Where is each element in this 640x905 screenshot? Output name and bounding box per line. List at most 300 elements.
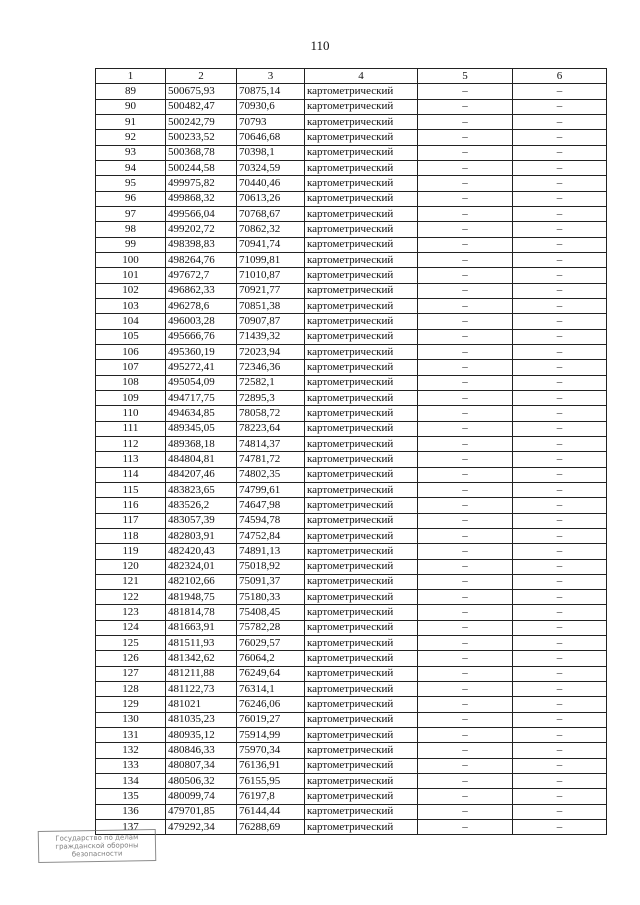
x-coordinate-cell: 489368,18 (166, 436, 237, 451)
column-5-cell: – (418, 360, 513, 375)
y-coordinate-cell: 72895,3 (237, 390, 305, 405)
point-number-cell: 127 (96, 666, 166, 681)
table-row (96, 636, 607, 651)
x-coordinate-cell: 481211,88 (166, 666, 237, 681)
column-5-cell: – (418, 544, 513, 559)
y-coordinate-cell: 70862,32 (237, 222, 305, 237)
column-6-cell: – (513, 574, 607, 589)
method-cell: картометрический (305, 130, 418, 145)
y-coordinate-cell: 75408,45 (237, 605, 305, 620)
x-coordinate-cell: 496862,33 (166, 283, 237, 298)
column-5-cell: – (418, 590, 513, 605)
column-6-cell: – (513, 728, 607, 743)
column-5-cell: – (418, 206, 513, 221)
y-coordinate-cell: 70324,59 (237, 160, 305, 175)
column-5-cell: – (418, 467, 513, 482)
column-header: 5 (418, 69, 513, 84)
column-5-cell: – (418, 114, 513, 129)
table-row (96, 559, 607, 574)
y-coordinate-cell: 70646,68 (237, 130, 305, 145)
column-5-cell: – (418, 636, 513, 651)
column-5-cell: – (418, 605, 513, 620)
x-coordinate-cell: 500233,52 (166, 130, 237, 145)
point-number-cell: 124 (96, 620, 166, 635)
table-row (96, 421, 607, 436)
column-5-cell: – (418, 421, 513, 436)
x-coordinate-cell: 495054,09 (166, 375, 237, 390)
column-6-cell: – (513, 329, 607, 344)
column-6-cell: – (513, 774, 607, 789)
column-6-cell: – (513, 544, 607, 559)
column-5-cell: – (418, 574, 513, 589)
y-coordinate-cell: 71099,81 (237, 252, 305, 267)
column-6-cell: – (513, 436, 607, 451)
method-cell: картометрический (305, 590, 418, 605)
x-coordinate-cell: 489345,05 (166, 421, 237, 436)
method-cell: картометрический (305, 452, 418, 467)
column-header: 2 (166, 69, 237, 84)
method-cell: картометрический (305, 666, 418, 681)
point-number-cell: 101 (96, 268, 166, 283)
column-5-cell: – (418, 130, 513, 145)
method-cell: картометрический (305, 728, 418, 743)
column-5-cell: – (418, 283, 513, 298)
table-row (96, 651, 607, 666)
point-number-cell: 112 (96, 436, 166, 451)
y-coordinate-cell: 76144,44 (237, 804, 305, 819)
y-coordinate-cell: 75970,34 (237, 743, 305, 758)
y-coordinate-cell: 70851,38 (237, 298, 305, 313)
column-6-cell: – (513, 820, 607, 835)
column-5-cell: – (418, 712, 513, 727)
column-6-cell: – (513, 99, 607, 114)
method-cell: картометрический (305, 467, 418, 482)
column-6-cell: – (513, 712, 607, 727)
column-6-cell: – (513, 666, 607, 681)
column-header: 1 (96, 69, 166, 84)
y-coordinate-cell: 74802,35 (237, 467, 305, 482)
method-cell: картометрический (305, 421, 418, 436)
table-row (96, 820, 607, 835)
column-5-cell: – (418, 329, 513, 344)
column-5-cell: – (418, 99, 513, 114)
x-coordinate-cell: 480846,33 (166, 743, 237, 758)
point-number-cell: 107 (96, 360, 166, 375)
x-coordinate-cell: 498264,76 (166, 252, 237, 267)
point-number-cell: 134 (96, 774, 166, 789)
table-row (96, 436, 607, 451)
column-6-cell: – (513, 758, 607, 773)
x-coordinate-cell: 481122,73 (166, 682, 237, 697)
column-5-cell: – (418, 482, 513, 497)
method-cell: картометрический (305, 574, 418, 589)
x-coordinate-cell: 481511,93 (166, 636, 237, 651)
column-6-cell: – (513, 268, 607, 283)
point-number-cell: 115 (96, 482, 166, 497)
column-6-cell: – (513, 252, 607, 267)
table-row (96, 712, 607, 727)
column-5-cell: – (418, 666, 513, 681)
table-row (96, 789, 607, 804)
column-5-cell: – (418, 789, 513, 804)
column-5-cell: – (418, 237, 513, 252)
point-number-cell: 126 (96, 651, 166, 666)
y-coordinate-cell: 74799,61 (237, 482, 305, 497)
point-number-cell: 90 (96, 99, 166, 114)
table-row (96, 130, 607, 145)
column-5-cell: – (418, 145, 513, 160)
method-cell: картометрический (305, 559, 418, 574)
table-row (96, 314, 607, 329)
y-coordinate-cell: 75180,33 (237, 590, 305, 605)
y-coordinate-cell: 70440,46 (237, 176, 305, 191)
y-coordinate-cell: 76155,95 (237, 774, 305, 789)
x-coordinate-cell: 496003,28 (166, 314, 237, 329)
table-row (96, 268, 607, 283)
point-number-cell: 131 (96, 728, 166, 743)
method-cell: картометрический (305, 99, 418, 114)
table-row (96, 252, 607, 267)
y-coordinate-cell: 75782,28 (237, 620, 305, 635)
y-coordinate-cell: 76288,69 (237, 820, 305, 835)
table-row (96, 191, 607, 206)
method-cell: картометрический (305, 605, 418, 620)
y-coordinate-cell: 76029,57 (237, 636, 305, 651)
column-5-cell: – (418, 314, 513, 329)
y-coordinate-cell: 70875,14 (237, 84, 305, 99)
x-coordinate-cell: 500368,78 (166, 145, 237, 160)
point-number-cell: 120 (96, 559, 166, 574)
table-row (96, 298, 607, 313)
column-6-cell: – (513, 559, 607, 574)
method-cell: картометрический (305, 268, 418, 283)
stamp-line: гражданской обороны (55, 841, 139, 851)
point-number-cell: 98 (96, 222, 166, 237)
column-5-cell: – (418, 252, 513, 267)
x-coordinate-cell: 494717,75 (166, 390, 237, 405)
y-coordinate-cell: 76136,91 (237, 758, 305, 773)
column-6-cell: – (513, 84, 607, 99)
point-number-cell: 114 (96, 467, 166, 482)
y-coordinate-cell: 70793 (237, 114, 305, 129)
column-header: 4 (305, 69, 418, 84)
column-5-cell: – (418, 758, 513, 773)
x-coordinate-cell: 482324,01 (166, 559, 237, 574)
column-5-cell: – (418, 620, 513, 635)
column-6-cell: – (513, 360, 607, 375)
method-cell: картометрический (305, 636, 418, 651)
method-cell: картометрический (305, 375, 418, 390)
method-cell: картометрический (305, 544, 418, 559)
x-coordinate-cell: 499868,32 (166, 191, 237, 206)
table-row (96, 482, 607, 497)
table-row (96, 528, 607, 543)
column-6-cell: – (513, 651, 607, 666)
archive-stamp (38, 829, 157, 863)
y-coordinate-cell: 70398,1 (237, 145, 305, 160)
y-coordinate-cell: 74891,13 (237, 544, 305, 559)
column-5-cell: – (418, 820, 513, 835)
point-number-cell: 100 (96, 252, 166, 267)
y-coordinate-cell: 76246,06 (237, 697, 305, 712)
point-number-cell: 93 (96, 145, 166, 160)
x-coordinate-cell: 484804,81 (166, 452, 237, 467)
method-cell: картометрический (305, 620, 418, 635)
table-row (96, 758, 607, 773)
table-row (96, 574, 607, 589)
point-number-cell: 95 (96, 176, 166, 191)
y-coordinate-cell: 74781,72 (237, 452, 305, 467)
column-6-cell: – (513, 620, 607, 635)
x-coordinate-cell: 481021 (166, 697, 237, 712)
y-coordinate-cell: 78223,64 (237, 421, 305, 436)
column-5-cell: – (418, 513, 513, 528)
point-number-cell: 118 (96, 528, 166, 543)
table-row (96, 160, 607, 175)
table-row (96, 390, 607, 405)
table-row (96, 728, 607, 743)
x-coordinate-cell: 481663,91 (166, 620, 237, 635)
y-coordinate-cell: 74752,84 (237, 528, 305, 543)
y-coordinate-cell: 72582,1 (237, 375, 305, 390)
x-coordinate-cell: 481342,62 (166, 651, 237, 666)
y-coordinate-cell: 75914,99 (237, 728, 305, 743)
point-number-cell: 121 (96, 574, 166, 589)
point-number-cell: 103 (96, 298, 166, 313)
method-cell: картометрический (305, 436, 418, 451)
y-coordinate-cell: 71439,32 (237, 329, 305, 344)
table-row (96, 544, 607, 559)
x-coordinate-cell: 500482,47 (166, 99, 237, 114)
method-cell: картометрический (305, 298, 418, 313)
column-6-cell: – (513, 314, 607, 329)
table-body (96, 84, 607, 835)
method-cell: картометрический (305, 283, 418, 298)
method-cell: картометрический (305, 682, 418, 697)
table-row (96, 283, 607, 298)
table-row (96, 145, 607, 160)
column-6-cell: – (513, 298, 607, 313)
point-number-cell: 116 (96, 498, 166, 513)
x-coordinate-cell: 496278,6 (166, 298, 237, 313)
column-6-cell: – (513, 498, 607, 513)
y-coordinate-cell: 70613,26 (237, 191, 305, 206)
column-6-cell: – (513, 467, 607, 482)
point-number-cell: 108 (96, 375, 166, 390)
point-number-cell: 137 (96, 820, 166, 835)
x-coordinate-cell: 495272,41 (166, 360, 237, 375)
point-number-cell: 122 (96, 590, 166, 605)
x-coordinate-cell: 499202,72 (166, 222, 237, 237)
point-number-cell: 104 (96, 314, 166, 329)
table-row (96, 375, 607, 390)
column-6-cell: – (513, 789, 607, 804)
table-row (96, 237, 607, 252)
point-number-cell: 89 (96, 84, 166, 99)
column-header: 3 (237, 69, 305, 84)
x-coordinate-cell: 479701,85 (166, 804, 237, 819)
table-row (96, 467, 607, 482)
x-coordinate-cell: 484207,46 (166, 467, 237, 482)
method-cell: картометрический (305, 651, 418, 666)
column-5-cell: – (418, 728, 513, 743)
point-number-cell: 111 (96, 421, 166, 436)
table-header-row (96, 69, 607, 84)
x-coordinate-cell: 500244,58 (166, 160, 237, 175)
method-cell: картометрический (305, 222, 418, 237)
x-coordinate-cell: 500675,93 (166, 84, 237, 99)
point-number-cell: 102 (96, 283, 166, 298)
y-coordinate-cell: 72023,94 (237, 344, 305, 359)
y-coordinate-cell: 76249,64 (237, 666, 305, 681)
method-cell: картометрический (305, 804, 418, 819)
method-cell: картометрический (305, 114, 418, 129)
point-number-cell: 123 (96, 605, 166, 620)
y-coordinate-cell: 74594,78 (237, 513, 305, 528)
x-coordinate-cell: 499566,04 (166, 206, 237, 221)
column-5-cell: – (418, 222, 513, 237)
column-5-cell: – (418, 804, 513, 819)
table-row (96, 590, 607, 605)
y-coordinate-cell: 72346,36 (237, 360, 305, 375)
y-coordinate-cell: 70768,67 (237, 206, 305, 221)
table-row (96, 176, 607, 191)
point-number-cell: 132 (96, 743, 166, 758)
method-cell: картометрический (305, 314, 418, 329)
y-coordinate-cell: 76019,27 (237, 712, 305, 727)
point-number-cell: 133 (96, 758, 166, 773)
method-cell: картометрический (305, 191, 418, 206)
column-6-cell: – (513, 222, 607, 237)
method-cell: картометрический (305, 528, 418, 543)
method-cell: картометрический (305, 758, 418, 773)
point-number-cell: 136 (96, 804, 166, 819)
column-6-cell: – (513, 283, 607, 298)
stamp-line: Государство по делам (55, 833, 139, 843)
table-row (96, 774, 607, 789)
column-5-cell: – (418, 436, 513, 451)
table-row (96, 743, 607, 758)
y-coordinate-cell: 74647,98 (237, 498, 305, 513)
table-row (96, 804, 607, 819)
x-coordinate-cell: 480099,74 (166, 789, 237, 804)
method-cell: картометрический (305, 406, 418, 421)
point-number-cell: 135 (96, 789, 166, 804)
y-coordinate-cell: 78058,72 (237, 406, 305, 421)
column-5-cell: – (418, 176, 513, 191)
point-number-cell: 110 (96, 406, 166, 421)
x-coordinate-cell: 483057,39 (166, 513, 237, 528)
y-coordinate-cell: 70930,6 (237, 99, 305, 114)
point-number-cell: 128 (96, 682, 166, 697)
point-number-cell: 119 (96, 544, 166, 559)
method-cell: картометрический (305, 176, 418, 191)
table-row (96, 666, 607, 681)
x-coordinate-cell: 498398,83 (166, 237, 237, 252)
table-row (96, 620, 607, 635)
table-row (96, 452, 607, 467)
column-5-cell: – (418, 697, 513, 712)
x-coordinate-cell: 480935,12 (166, 728, 237, 743)
column-6-cell: – (513, 528, 607, 543)
column-5-cell: – (418, 774, 513, 789)
stamp-line: безопасности (71, 849, 123, 859)
y-coordinate-cell: 75018,92 (237, 559, 305, 574)
method-cell: картометрический (305, 390, 418, 405)
y-coordinate-cell: 75091,37 (237, 574, 305, 589)
y-coordinate-cell: 70941,74 (237, 237, 305, 252)
y-coordinate-cell: 76197,8 (237, 789, 305, 804)
column-5-cell: – (418, 160, 513, 175)
column-6-cell: – (513, 160, 607, 175)
point-number-cell: 129 (96, 697, 166, 712)
column-5-cell: – (418, 268, 513, 283)
method-cell: картометрический (305, 360, 418, 375)
x-coordinate-cell: 480807,34 (166, 758, 237, 773)
column-5-cell: – (418, 682, 513, 697)
method-cell: картометрический (305, 498, 418, 513)
table-row (96, 206, 607, 221)
method-cell: картометрический (305, 712, 418, 727)
column-5-cell: – (418, 452, 513, 467)
column-6-cell: – (513, 513, 607, 528)
method-cell: картометрический (305, 774, 418, 789)
x-coordinate-cell: 479292,34 (166, 820, 237, 835)
point-number-cell: 130 (96, 712, 166, 727)
point-number-cell: 105 (96, 329, 166, 344)
column-6-cell: – (513, 191, 607, 206)
x-coordinate-cell: 483526,2 (166, 498, 237, 513)
table-row (96, 406, 607, 421)
column-6-cell: – (513, 406, 607, 421)
x-coordinate-cell: 481814,78 (166, 605, 237, 620)
method-cell: картометрический (305, 237, 418, 252)
column-6-cell: – (513, 375, 607, 390)
x-coordinate-cell: 482102,66 (166, 574, 237, 589)
method-cell: картометрический (305, 206, 418, 221)
x-coordinate-cell: 481035,23 (166, 712, 237, 727)
page-number: 110 (310, 38, 330, 53)
x-coordinate-cell: 499975,82 (166, 176, 237, 191)
column-6-cell: – (513, 237, 607, 252)
column-6-cell: – (513, 605, 607, 620)
y-coordinate-cell: 76064,2 (237, 651, 305, 666)
method-cell: картометрический (305, 344, 418, 359)
column-6-cell: – (513, 482, 607, 497)
point-number-cell: 91 (96, 114, 166, 129)
column-6-cell: – (513, 697, 607, 712)
column-5-cell: – (418, 743, 513, 758)
point-number-cell: 109 (96, 390, 166, 405)
column-6-cell: – (513, 590, 607, 605)
column-5-cell: – (418, 651, 513, 666)
y-coordinate-cell: 71010,87 (237, 268, 305, 283)
column-5-cell: – (418, 390, 513, 405)
point-number-cell: 117 (96, 513, 166, 528)
column-6-cell: – (513, 682, 607, 697)
point-number-cell: 106 (96, 344, 166, 359)
column-6-cell: – (513, 452, 607, 467)
table-row (96, 498, 607, 513)
x-coordinate-cell: 495666,76 (166, 329, 237, 344)
table-row (96, 605, 607, 620)
x-coordinate-cell: 497672,7 (166, 268, 237, 283)
column-5-cell: – (418, 298, 513, 313)
point-number-cell: 94 (96, 160, 166, 175)
column-6-cell: – (513, 421, 607, 436)
column-6-cell: – (513, 390, 607, 405)
x-coordinate-cell: 480506,32 (166, 774, 237, 789)
